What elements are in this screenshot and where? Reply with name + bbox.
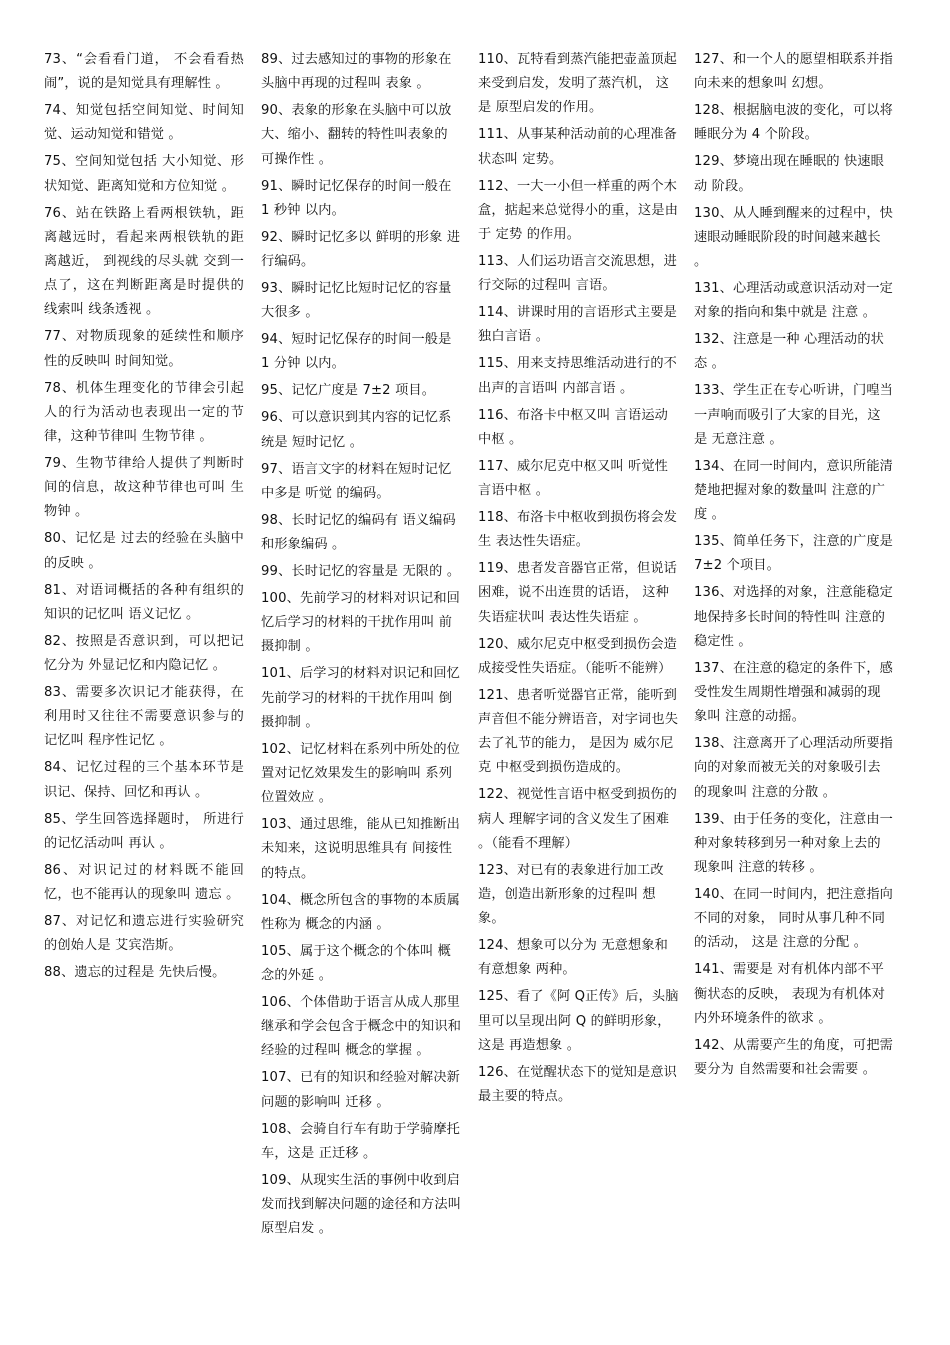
list-item: 119、患者发音器官正常，但说话困难，说不出连贯的话语， 这种失语症状叫 表达性失语症 。 (478, 561, 678, 625)
column-2 (261, 48, 464, 1244)
list-item: 128、根据脑电波的变化，可以将睡眠分为 4 个阶段。 (694, 103, 894, 143)
list-item: 103、通过思维，能从已知推断出未知来，这说明思维具有 间接性 的特点。 (261, 817, 461, 881)
list-item: 75、空间知觉包括 大小知觉、形状知觉、距离知觉和方位知觉 。 (44, 154, 244, 194)
column-4 (694, 48, 894, 1085)
list-item: 121、患者听觉器官正常，能听到声音但不能分辨语音，对字词也失去了礼节的能力， 是因为 威尔尼克 中枢受到损伤造成的。 (478, 687, 679, 776)
list-item: 124、想象可以分为 无意想象和有意想象 两种。 (478, 938, 669, 978)
list-item: 108、会骑自行车有助于学骑摩托车，这是 正迁移 。 (261, 1121, 461, 1161)
list-item: 98、长时记忆的编码有 语义编码和形象编码 。 (261, 512, 456, 553)
list-item: 140、在同一时间内，把注意指向不同的对象， 同时从事几种不同的活动， 这是 注意的分配 。 (694, 887, 894, 951)
list-item: 129、梦境出现在睡眠的 快速眼动 阶段。 (694, 154, 885, 194)
list-item: 141、需要是 对有机体内部不平衡状态的反映， 表现为有机体对内外环境条件的欲求 。 (694, 962, 886, 1026)
list-item: 120、威尔尼克中枢受到损伤会造成接受性失语症。（能听不能辨） (478, 636, 678, 676)
list-item: 77、对物质现象的延续性和顺序性的反映叫 时间知觉。 (44, 329, 244, 369)
list-item: 118、布洛卡中枢收到损伤将会发生 表达性失语症。 (478, 510, 678, 550)
list-item: 136、对选择的对象，注意能稳定地保持多长时间的特性叫 注意的稳定性 。 (694, 585, 894, 649)
list-item: 74、知觉包括空间知觉、时间知觉、运动知觉和错觉 。 (44, 103, 244, 143)
list-item: 112、一大一小但一样重的两个木盒，掂起来总觉得小的重，这是由于 定势 的作用。 (478, 178, 679, 243)
list-item: 109、从现实生活的事例中收到启发而找到解决问题的途径和方法叫 原型启发 。 (261, 1172, 462, 1237)
list-item: 130、从人睡到醒来的过程中，快速眼动睡眠阶段的时间越来越长 。 (694, 205, 894, 270)
list-item: 133、学生正在专心听讲，门喤当一声响而吸引了大家的目光，这是 无意注意 。 (694, 383, 894, 447)
list-item: 76、站在铁路上看两根铁轨，距离越远时，看起来两根铁轨的距离越近， 到视线的尽头就 交到一点了，这在判断距离是时提供的线索叫 线条透视 。 (44, 205, 244, 318)
list-item: 106、个体借助于语言从成人那里继承和学会包含于概念中的知识和经验的过程叫 概念的掌握 。 (261, 995, 462, 1059)
list-item: 107、已有的知识和经验对解决新问题的影响叫 迁移 。 (261, 1070, 461, 1110)
column-3 (478, 48, 681, 1112)
list-item: 104、概念所包含的事物的本质属性称为 概念的内涵 。 (261, 892, 461, 932)
list-item: 86、对识记过的材料既不能回忆，也不能再认的现象叫 遗忘 。 (44, 862, 244, 903)
list-item: 91、瞬时记忆保存的时间一般在 1 秒钟 以内。 (261, 178, 452, 218)
list-item: 83、需要多次识记才能获得，在利用时又往往不需要意识参与的记忆叫 程序性记忆 。 (44, 685, 244, 749)
list-item: 94、短时记忆保存的时间一般是 1 分钟 以内。 (261, 332, 452, 372)
list-item: 97、语言文字的材料在短时记忆中多是 听觉 的编码。 (261, 461, 452, 501)
list-item: 138、注意离开了心理活动所要指向的对象而被无关的对象吸引去的现象叫 注意的分散 。 (694, 736, 894, 800)
list-item: 88、遗忘的过程是 先快后慢。 (44, 965, 226, 981)
list-item: 135、简单任务下，注意的广度是 7±2 个项目。 (694, 534, 894, 574)
list-item: 80、记忆是 过去的经验在头脑中的反映 。 (44, 531, 244, 571)
list-item: 102、记忆材料在系列中所处的位置对记忆效果发生的影响叫 系列位置效应 。 (261, 741, 461, 806)
list-item: 79、生物节律给人提供了判断时间的信息，故这种节律也可叫 生物钟 。 (44, 456, 244, 520)
list-item: 116、布洛卡中枢又叫 言语运动中枢 。 (478, 407, 669, 447)
list-item: 105、属于这个概念的个体叫 概念的外延 。 (261, 943, 452, 984)
list-item: 99、长时记忆的容量是 无限的 。 (261, 564, 461, 580)
list-item: 78、机体生理变化的节律会引起人的行为活动也表现出一定的节律，这种节律叫 生物节律 。 (44, 380, 244, 445)
list-item: 100、先前学习的材料对识记和回忆后学习的材料的干扰作用叫 前摄抑制 。 (261, 591, 461, 655)
list-item: 115、用来支持思维活动进行的不出声的言语叫 内部言语 。 (478, 356, 678, 396)
list-item: 95、记忆广度是 7±2 项目。 (261, 383, 436, 399)
list-item: 125、看了《阿 Q正传》后，头脑里可以呈现出阿 Q 的鲜明形象，这是 再造想象 。 (478, 989, 679, 1053)
list-item: 126、在觉醒状态下的觉知是意识 最主要的特点。 (478, 1064, 678, 1105)
list-item: 134、在同一时间内，意识所能清楚地把握对象的数量叫 注意的广度 。 (694, 458, 894, 523)
list-item: 131、心理活动或意识活动对一定对象的指向和集中就是 注意 。 (694, 281, 894, 321)
list-item: 113、人们运功语言交流思想，进行交际的过程叫 言语。 (478, 254, 678, 294)
list-item: 123、对已有的表象进行加工改造，创造出新形象的过程叫 想象。 (478, 862, 664, 927)
list-item: 87、对记忆和遗忘进行实验研究的创始人是 艾宾浩斯。 (44, 914, 244, 954)
list-item: 82、按照是否意识到，可以把记忆分为 外显记忆和内隐记忆 。 (44, 633, 244, 674)
list-item: 93、瞬时记忆比短时记忆的容量 大很多 。 (261, 281, 452, 321)
list-item: 110、瓦特看到蒸汽能把壶盖顶起来受到启发，发明了蒸汽机， 这是 原型启发的作用。 (478, 52, 678, 116)
list-item: 85、学生回答选择题时， 所进行的记忆活动叫 再认 。 (44, 811, 244, 851)
list-item: 132、注意是一种 心理活动的状态 。 (694, 332, 885, 372)
list-item: 89、过去感知过的事物的形象在头脑中再现的过程叫 表象 。 (261, 52, 452, 92)
list-item: 73、“会看看门道， 不会看看热闹”，说的是知觉具有理解性 。 (44, 52, 244, 92)
list-item: 90、表象的形象在头脑中可以放大、缩小、翻转的特性叫表象的 可操作性 。 (261, 103, 452, 167)
list-item: 96、可以意识到其内容的记忆系统是 短时记忆 。 (261, 410, 452, 450)
list-item: 117、威尔尼克中枢又叫 听觉性言语中枢 。 (478, 458, 669, 499)
column-1 (44, 48, 244, 988)
list-item: 92、瞬时记忆多以 鲜明的形象 进行编码。 (261, 229, 461, 270)
list-item: 81、对语词概括的各种有组织的知识的记忆叫 语义记忆 。 (44, 582, 244, 622)
list-item: 84、记忆过程的三个基本环节是 识记、保持、回忆和再认 。 (44, 760, 244, 800)
list-item: 122、视觉性言语中枢受到损伤的病人 理解字词的含义发生了困难 。（能看不理解） (478, 787, 678, 851)
list-item: 127、和一个人的愿望相联系并指向未来的想象叫 幻想。 (694, 52, 894, 92)
list-item: 114、讲课时用的言语形式主要是 独白言语 。 (478, 305, 678, 345)
list-item: 101、后学习的材料对识记和回忆先前学习的材料的干扰作用叫 倒摄抑制 。 (261, 666, 461, 730)
list-item: 139、由于任务的变化，注意由一种对象转移到另一种对象上去的现象叫 注意的转移 。 (694, 811, 894, 876)
list-item: 137、在注意的稳定的条件下，感受性发生周期性增强和减弱的现象叫 注意的动摇。 (694, 660, 894, 725)
list-item: 111、从事某种活动前的心理准备状态叫 定势。 (478, 127, 678, 167)
list-item: 142、从需要产生的角度，可把需要分为 自然需要和社会需要 。 (694, 1037, 894, 1078)
